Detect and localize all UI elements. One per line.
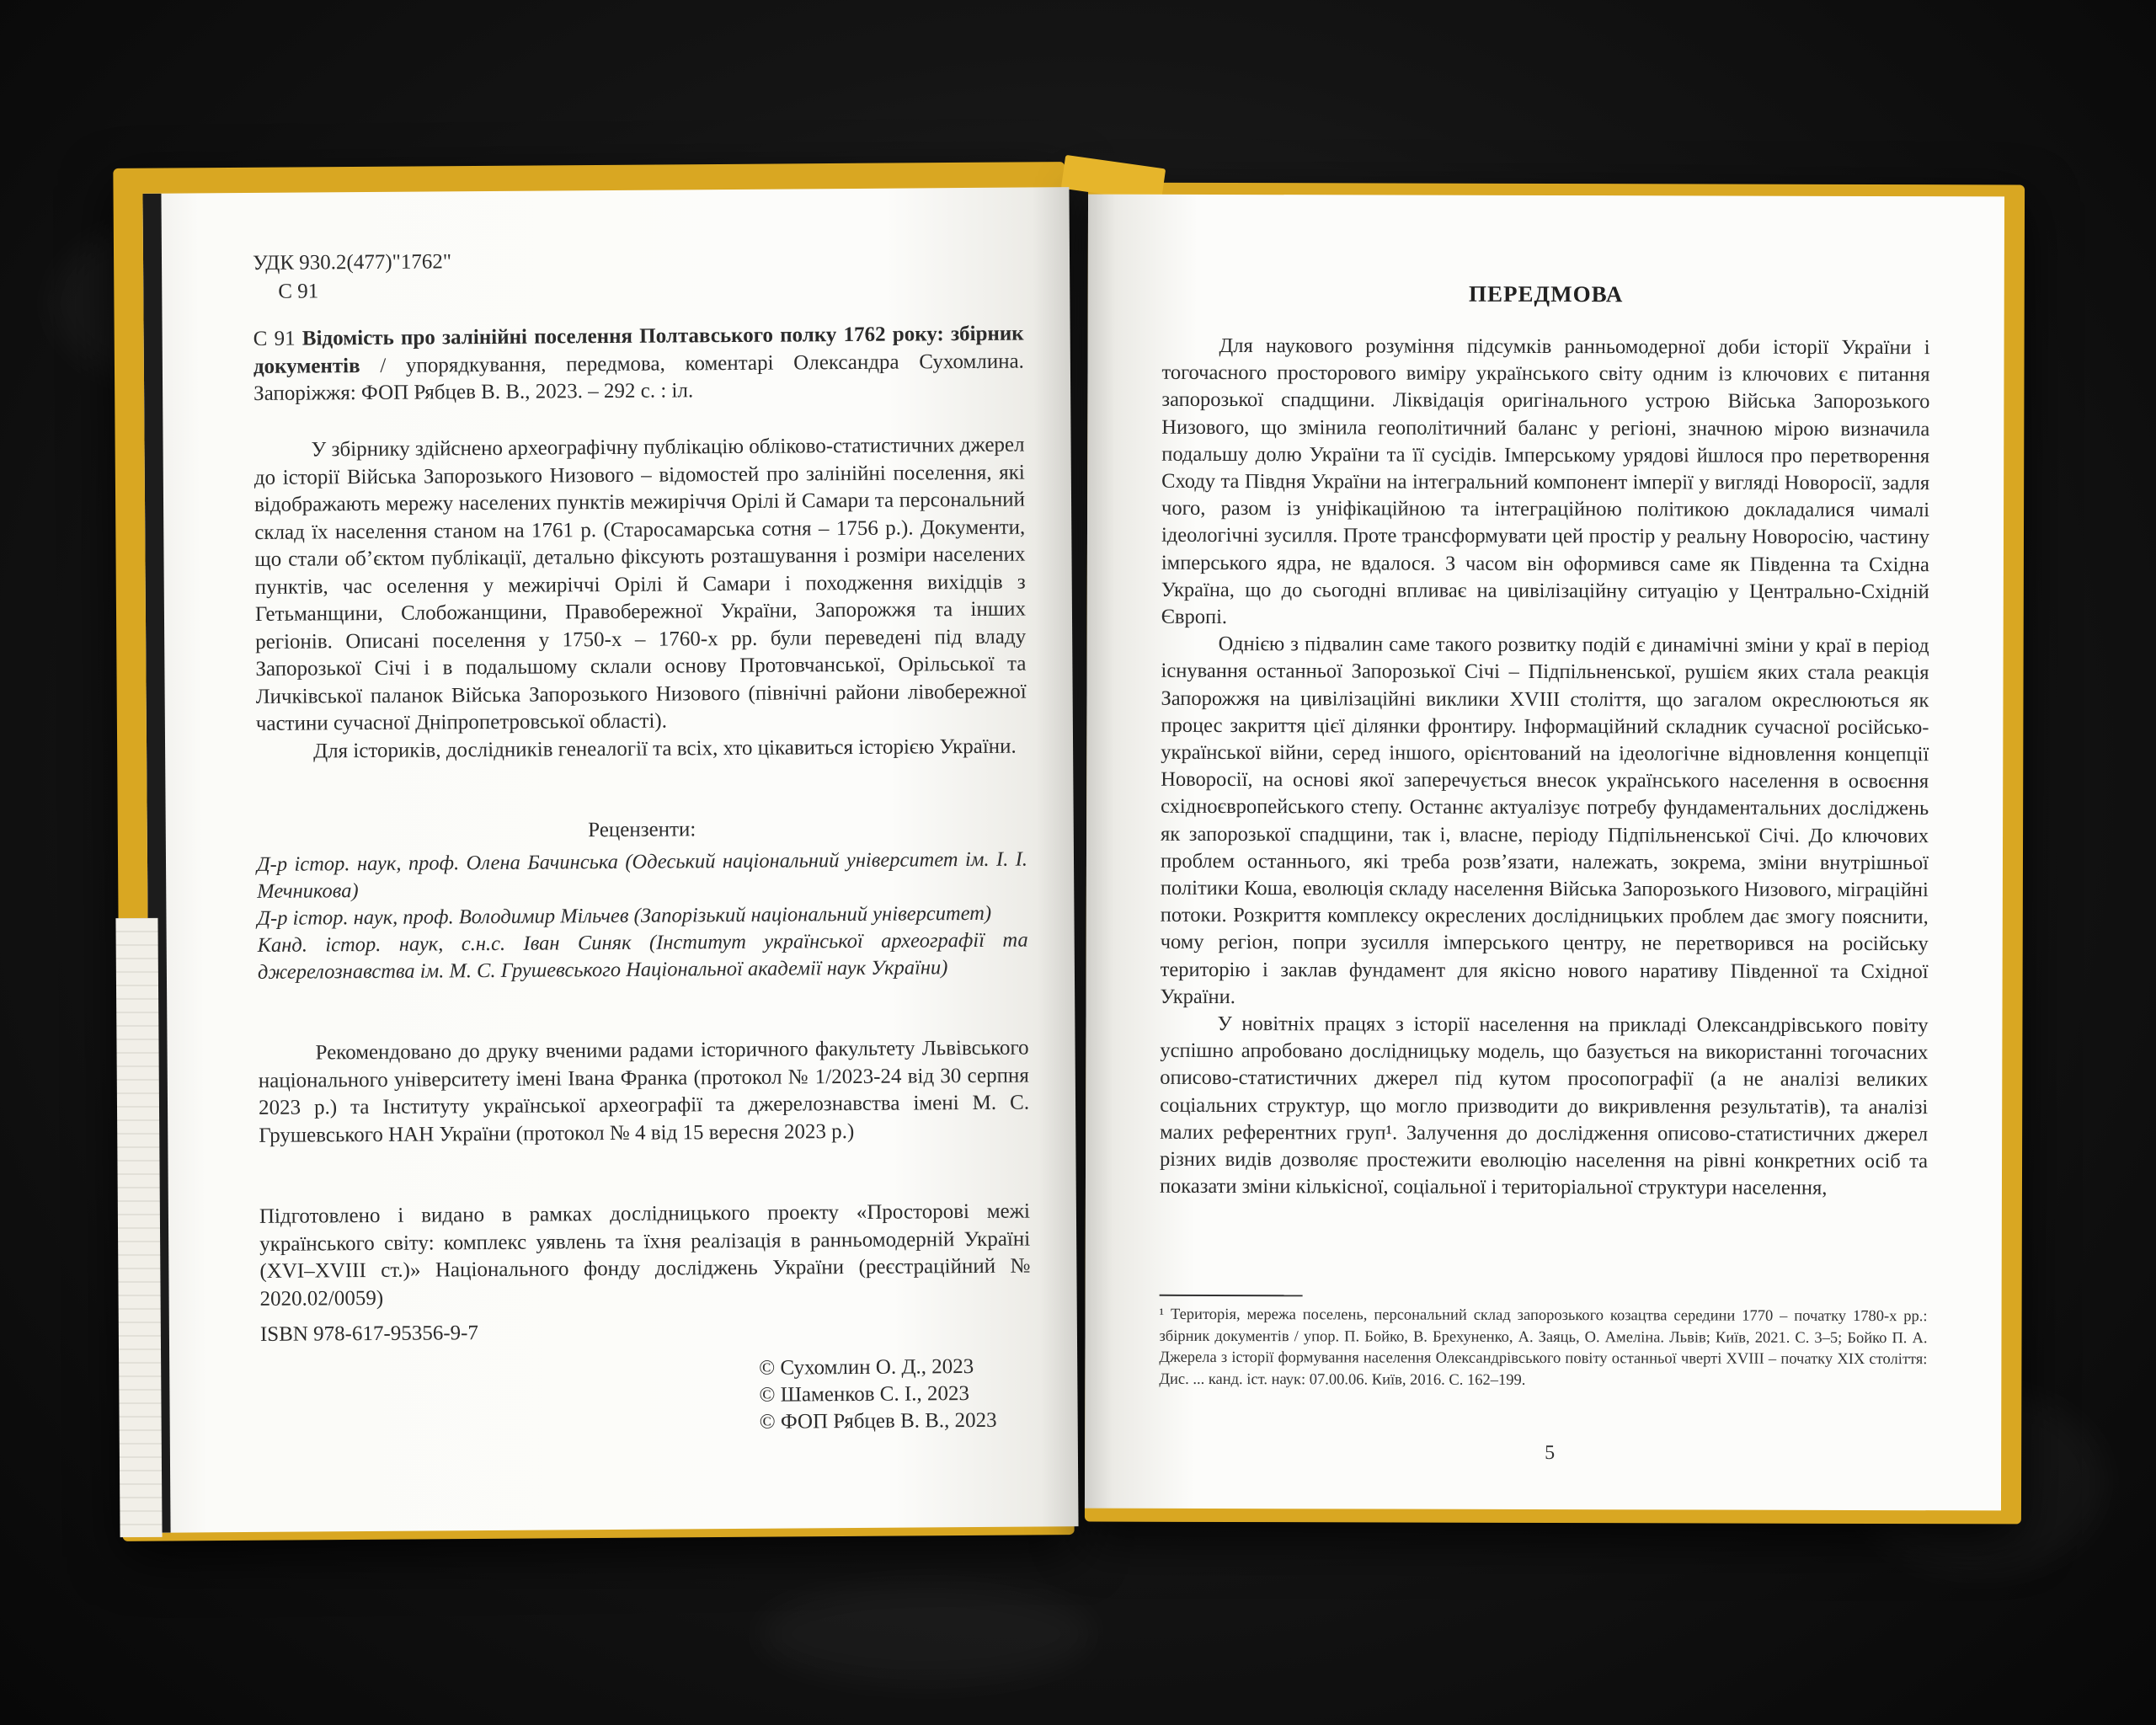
entry-title: Відомість про залінійні поселення Полтавського полку 1762 року: збірник документів <box>253 322 1024 378</box>
project-info: Підготовлено і видано в рамках дослідницького проекту «Просторові межі українського світу: комплекс уявлень та їхня реалізація в ранньомодерній Україні (XVI–XVIII ст.)» Національного фонду досліджень України (реєстраційний № 2020.02/0059) <box>259 1199 1031 1311</box>
udk-code: УДК 930.2(477)"1762" <box>252 250 452 275</box>
recommendation: Рекомендовано до друку вченими радами історичного факультету Львівського національного університету імені Івана Франка (протокол № 1/2023-24 від 30 серпня 2023 р.) та Інституту української археографії та джерелознавства імені М. С. Грушевського НАН України (протокол № 4 від 15 вересня 2023 р.) <box>258 1036 1030 1147</box>
copyright-3: © ФОП Рябцев В. В., 2023 <box>759 1408 997 1434</box>
reviewer-2: Д-р істор. наук, проф. Володимир Мільчев (Запорізький національний університет) <box>257 901 992 930</box>
preface-paragraph-3: У новітніх працях з історії населення на прикладі Олександрівського повіту успішно апробовано дослідницьку модель, що базується на використанні тогочасних описово-статистичних джерел під кутом просопографії (а не аналізі великих соціальних структур, що могло призводити до викривлення результатів), та аналізі малих референтних груп¹. Залучення до дослідження описово-статистичних джерел різних видів дозволяє простежити еволюцію населення на рівні конкретних осіб та показати зміни кількісної, соціальної і територіальної структури населення, <box>1159 1012 1929 1200</box>
copyright-1: © Сухомлин О. Д., 2023 <box>759 1355 974 1380</box>
classification-code: С 91 <box>278 280 319 303</box>
footnote-divider <box>1160 1295 1303 1296</box>
preface-paragraph-1: Для наукового розуміння підсумків ранньомодерної доби історії України і тогочасного просторового виміру українського світу одним із ключових є питання запорозької спадщини. Ліквідація оригінального устрою Війська Запорозького Низового, що змінила геополітичний баланс у регіоні, значною мірою визначила подальшу долю України та її сусідів. Імперському урядові йшлося про перетворення Сходу та Півдня України на інтегральний компонент імперії у вигляді Новоросії, задля чого, разом із уніфікаційною та інтеграційною політикою докладалися чималі ідеологічні зусилля. Проте трансформувати цей простір у реальну Новоросію, частину імперського ядра, не вдалося. З часом він оформився саме як Південна та Східна Україна, що до сьогодні впливає на цивілізаційну ситуацію у Центрально-Східній Європі. <box>1161 334 1930 629</box>
isbn: ISBN 978-617-95356-9-7 <box>259 1322 479 1346</box>
page-number: 5 <box>1545 1442 1556 1465</box>
page-heading: ПЕРЕДМОВА <box>1468 280 1624 307</box>
copyright-2: © Шаменков С. І., 2023 <box>759 1382 970 1407</box>
reviewers-list <box>257 846 1028 986</box>
reviewer-3: Канд. істор. наук, с.н.с. Іван Синяк (Інститут української археографії та джерелознавства ім. М. С. Грушевського Національної академії наук України) <box>257 928 1028 984</box>
reviewer-1: Д-р істор. наук, проф. Олена Бачинська (Одеський національний університет ім. І. І. Мечникова) <box>256 847 1028 903</box>
left-page <box>142 187 1078 1533</box>
endpaper-pattern <box>115 918 162 1537</box>
right-page <box>1085 195 2004 1511</box>
annotation-paragraph-1: У збірнику здійснено археографічну публікацію обліково-статистичних джерел до історії Війська Запорозького Низового – відомостей про залінійні поселення, які відображають мережу населених пунктів межиріччя Орілі й Самари та персональний склад їх населення станом на 1761 р. (Старосамарська сотня – 1756 р.). Документи, що стали об’єктом публікації, детально фіксують розташування і розміри населених пунктів, час оселення у межиріччі Орілі й Самари і походження вихідців з Гетьманщини, Слобожанщини, Правобережної України, Запорожжя та інших регіонів. Описані поселення у 1750-х – 1760-х рр. були переведені під владу Запорозької Січі і в подальшому склали основу Протовчанської, Орільської та Личківської паланок Війська Запорозького Низового (північні райони лівобережної частини сучасної Дніпропетровської області). <box>253 433 1027 735</box>
annotation <box>253 432 1027 766</box>
preface-paragraph-2: Однією з підвалин саме такого розвитку подій є динамічні зміни у краї в період існування останньої Запорозької Січі – Підпільненської, рушієм яких стала реакція Запорожжя на цивілізаційні виклики XVIII століття, що загалом окреслюються як процес закриття цієї ділянки фронтиру. Інформаційний складник сучасної російсько-української війни, серед іншого, орієнтований на ідеологічне відновлення концепції Новоросії, на основі якої заперечується внесок українського населення в освоєння східноєвропейського степу. Останнє актуалізує потребу фундаментальних досліджень як запорозької спадщини, так і, власне, періоду Підпільненської Січі. До ключових проблем останнього, які треба розв’язати, належать, зокрема, зміни внутрішньої політики Коша, еволюція складу населення Війська Запорозького Низового, міграційні потоки. Розкриття комплексу окреслених дослідницьких проблем дає змогу пояснити, чому регіон, попри зусилля імперського центру, не перетворився на російську територію і заклав фундамент для якісно нового наративу Південної та Східної України. <box>1160 633 1929 1008</box>
entry-details: / упорядкування, передмова, коментарі Олександра Сухомлина. Запоріжжя: ФОП Рябцев В. В., 2023. – 292 с. : іл. <box>253 350 1024 405</box>
preface-body <box>1160 333 1930 1203</box>
annotation-paragraph-2: Для істориків, дослідників генеалогії та всіх, хто цікавиться історією України. <box>312 734 1017 762</box>
entry-code: С 91 <box>253 327 296 350</box>
footnote: ¹ Територія, мережа поселень, персональний склад запорозького козацтва середини 1770 – початку 1780-х рр.: збірник документів / упор. П. Бойко, В. Брехуненко, А. Заяць, О. Амеліна. Львів; Київ, 2021. С. 3–5; Бойко П. А. Джерела з історії формування населення Олександрівського повіту останньої чверті XVIII – початку XIX століття: Дис. ... канд. іст. наук: 07.00.06. Київ, 2016. С. 162–199. <box>1159 1306 1928 1389</box>
catalog-entry <box>253 321 1025 409</box>
reviewers-title: Рецензенти: <box>588 818 696 842</box>
